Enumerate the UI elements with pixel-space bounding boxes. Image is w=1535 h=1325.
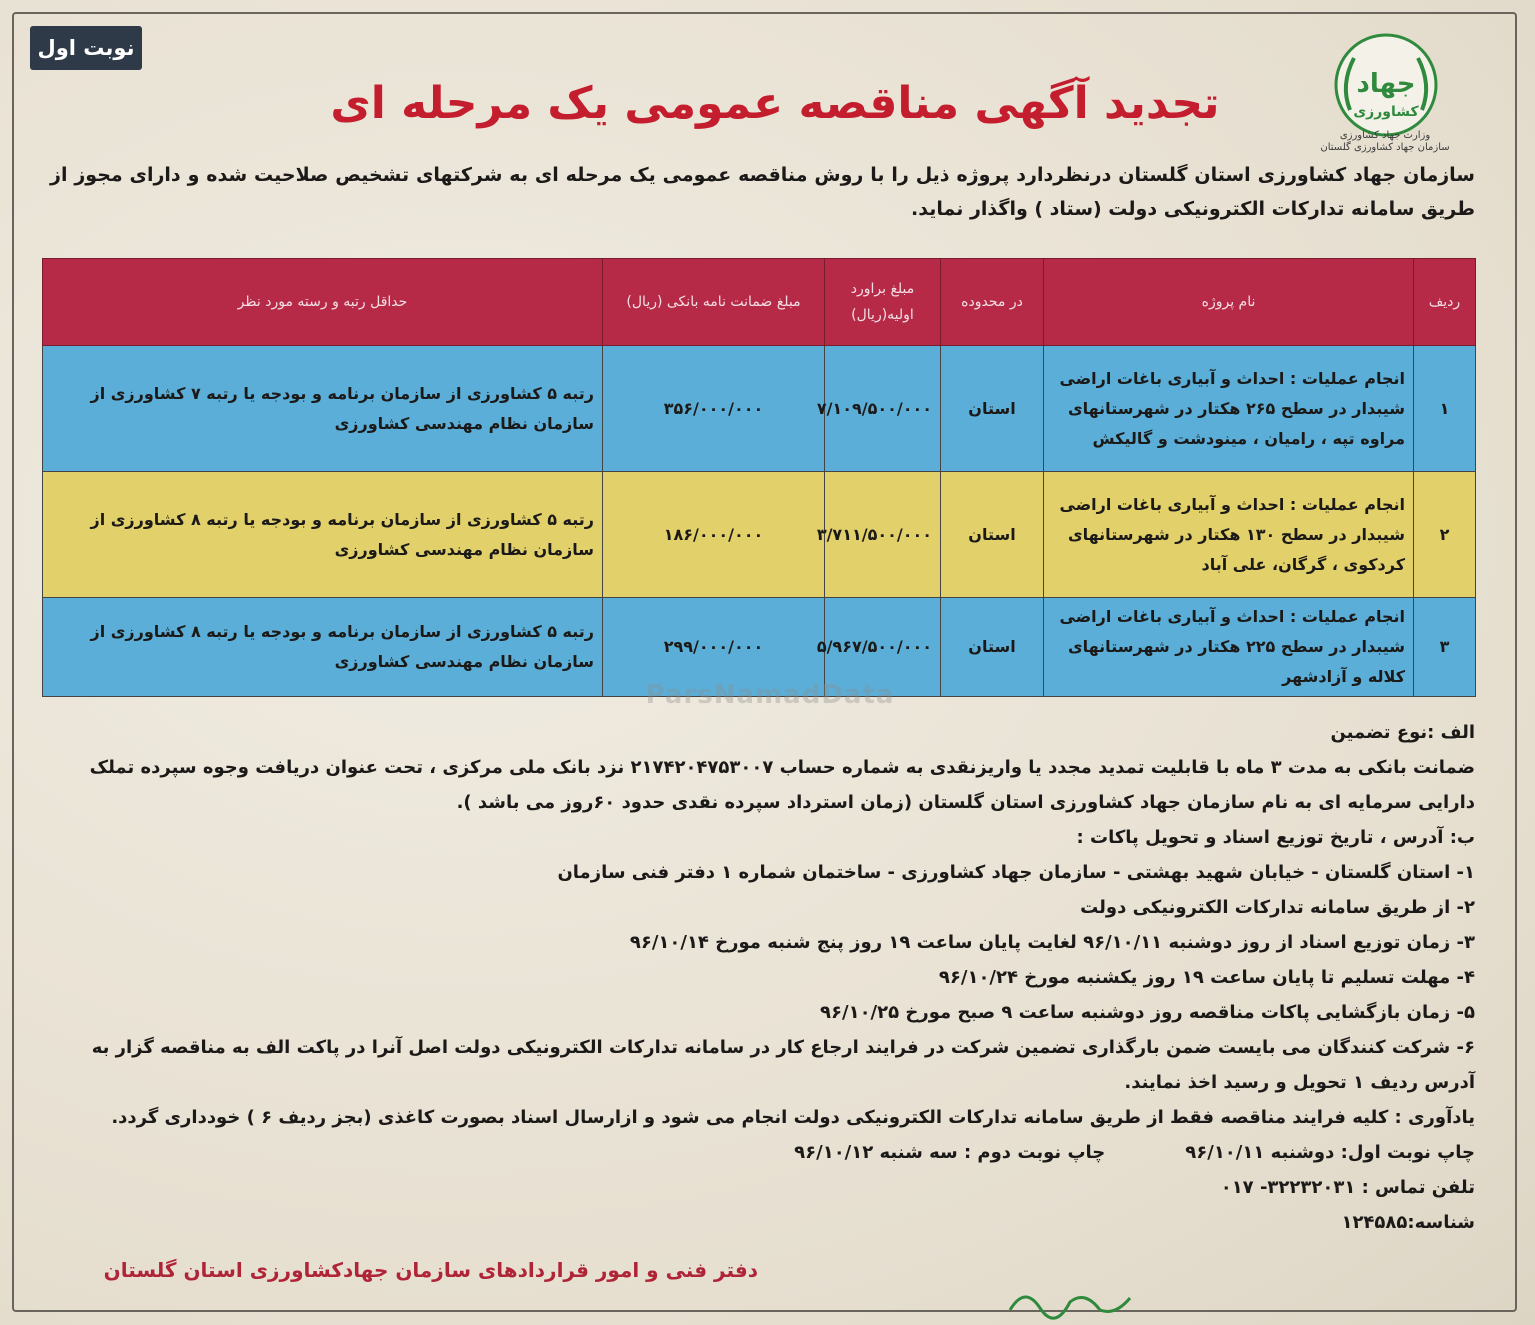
phone-number: تلفن تماس : ۳۲۲۳۲۰۳۱- ۰۱۷ bbox=[1220, 1177, 1475, 1198]
ad-title: تجدید آگهی مناقصه عمومی یک مرحله ای bbox=[330, 78, 1220, 129]
logo-caption-line1: وزارت جهاد کشاورزی bbox=[1339, 130, 1431, 141]
logo-caption-line2: سازمان جهاد کشاورزی گلستان bbox=[1320, 142, 1450, 153]
header-project: نام پروژه bbox=[1044, 259, 1414, 346]
cell-grade: رتبه ۵ کشاورزی از سازمان برنامه و بودجه یا رتبه ۸ کشاورزی از سازمان نظام مهندسی کشاورزی bbox=[43, 472, 603, 598]
intro-paragraph: سازمان جهاد کشاورزی استان گلستان درنظردارد پروژه ذیل را با روش مناقصه عمومی یک مرحله ای به شرکتهای تشخیص صلاحیت شده و دارای مجوز از طریق سامانه تدارکات الکترونیکی دولت (ستاد ) واگذار نماید. bbox=[50, 164, 1475, 220]
table-row bbox=[43, 472, 1476, 598]
watermark: ParsNamadData bbox=[645, 680, 895, 710]
print-second: چاپ نوبت دوم : سه شنبه ۹۶/۱۰/۱۲ bbox=[794, 1142, 1106, 1163]
cell-estimate: ۷/۱۰۹/۵۰۰/۰۰۰ bbox=[825, 346, 941, 472]
reminder-text: یادآوری : کلیه فرایند مناقصه فقط از طریق سامانه تدارکات الکترونیکی دولت انجام می شود و ازارسال اسناد بصورت کاغذی (بجز ردیف ۶ ) خودداری گردد. bbox=[111, 1107, 1475, 1128]
header-guarantee: مبلغ ضمانت نامه بانکی (ریال) bbox=[603, 259, 825, 346]
ad-id: شناسه:۱۲۴۵۸۵ bbox=[1341, 1212, 1475, 1233]
issuer-footer: دفتر فنی و امور قراردادهای سازمان جهادکشاورزی استان گلستان bbox=[103, 1258, 758, 1282]
handwritten-mark bbox=[1000, 1280, 1140, 1320]
header-row-no: ردیف bbox=[1414, 259, 1476, 346]
cell-grade: رتبه ۵ کشاورزی از سازمان برنامه و بودجه یا رتبه ۷ کشاورزی از سازمان نظام مهندسی کشاورزی bbox=[43, 346, 603, 472]
first-publication-badge: نوبت اول bbox=[30, 26, 142, 70]
cell-row-no: ۳ bbox=[1414, 598, 1476, 697]
table-row bbox=[43, 346, 1476, 472]
print-dates bbox=[50, 1135, 1475, 1170]
cell-project: انجام عملیات : احداث و آبیاری باغات اراضی شیبدار در سطح ۱۳۰ هکتار در شهرستانهای کردکوی ، گرگان، علی آباد bbox=[1044, 472, 1414, 598]
cell-estimate: ۵/۹۶۷/۵۰۰/۰۰۰ bbox=[825, 598, 941, 697]
cell-project: انجام عملیات : احداث و آبیاری باغات اراضی شیبدار در سطح ۲۲۵ هکتار در شهرستانهای کلاله و آزادشهر bbox=[1044, 598, 1414, 697]
cell-guarantee: ۲۹۹/۰۰۰/۰۰۰ bbox=[603, 598, 825, 697]
header-grade: حداقل رتبه و رسته مورد نظر bbox=[43, 259, 603, 346]
address-item: ۱- استان گلستان - خیابان شهید بهشتی - سازمان جهاد کشاورزی - ساختمان شماره ۱ دفتر فنی سازمان bbox=[557, 862, 1475, 883]
header-estimate: مبلغ براورد اولیه(ریال) bbox=[825, 259, 941, 346]
cell-guarantee: ۱۸۶/۰۰۰/۰۰۰ bbox=[603, 472, 825, 598]
cell-row-no: ۱ bbox=[1414, 346, 1476, 472]
cell-row-no: ۲ bbox=[1414, 472, 1476, 598]
cell-grade: رتبه ۵ کشاورزی از سازمان برنامه و بودجه یا رتبه ۸ کشاورزی از سازمان نظام مهندسی کشاورزی bbox=[43, 598, 603, 697]
body-text bbox=[50, 715, 1475, 1240]
tender-table bbox=[42, 258, 1476, 697]
cell-guarantee: ۳۵۶/۰۰۰/۰۰۰ bbox=[603, 346, 825, 472]
logo-caption bbox=[1300, 130, 1470, 154]
print-first: چاپ نوبت اول: دوشنبه ۹۶/۱۰/۱۱ bbox=[1185, 1142, 1475, 1163]
address-item: ۶- شرکت کنندگان می بایست ضمن بارگذاری تضمین شرکت در فرایند ارجاع کار در سامانه تدارکات الکترونیکی دولت اصل آنرا در پاکت الف به مناقصه گزار به آدرس ردیف ۱ تحویل و رسید اخذ نمایند. bbox=[91, 1037, 1475, 1093]
cell-scope: استان bbox=[941, 346, 1044, 472]
cell-estimate: ۳/۷۱۱/۵۰۰/۰۰۰ bbox=[825, 472, 941, 598]
table-header-row bbox=[43, 259, 1476, 346]
header-scope: در محدوده bbox=[941, 259, 1044, 346]
address-item: ۳- زمان توزیع اسناد از روز دوشنبه ۹۶/۱۰/۱۱ لغایت پایان ساعت ۱۹ روز پنج شنبه مورخ ۹۶/۱۰/۱۴ bbox=[629, 932, 1475, 953]
logo-word-bottom: کشاورزی bbox=[1353, 104, 1419, 120]
cell-scope: استان bbox=[941, 472, 1044, 598]
address-heading: ب: آدرس ، تاریخ توزیع اسناد و تحویل پاکات : bbox=[1076, 827, 1475, 848]
address-item: ۴- مهلت تسلیم تا پایان ساعت ۱۹ روز یکشنبه مورخ ۹۶/۱۰/۲۴ bbox=[938, 967, 1475, 988]
guarantee-heading: الف :نوع تضمین bbox=[1330, 722, 1475, 743]
address-item: ۲- از طریق سامانه تدارکات الکترونیکی دولت bbox=[1080, 897, 1475, 918]
logo-word-top: جهاد bbox=[1356, 69, 1416, 99]
cell-project: انجام عملیات : احداث و آبیاری باغات اراضی شیبدار در سطح ۲۶۵ هکتار در شهرستانهای مراوه تپه ، رامیان ، مینودشت و گالیکش bbox=[1044, 346, 1414, 472]
guarantee-text: ضمانت بانکی به مدت ۳ ماه با قابلیت تمدید مجدد یا واریزنقدی به شماره حساب ۲۱۷۴۲۰۴۷۵۳۰۰۷ نزد بانک ملی مرکزی ، تحت عنوان دریافت وجوه سپرده تملک دارایی سرمایه ای به نام سازمان جهاد کشاورزی استان گلستان (زمان استرداد سپرده نقدی حدود ۶۰روز می باشد ). bbox=[89, 757, 1475, 813]
cell-scope: استان bbox=[941, 598, 1044, 697]
address-item: ۵- زمان بازگشایی پاکات مناقصه روز دوشنبه ساعت ۹ صبح مورخ ۹۶/۱۰/۲۵ bbox=[820, 1002, 1475, 1023]
